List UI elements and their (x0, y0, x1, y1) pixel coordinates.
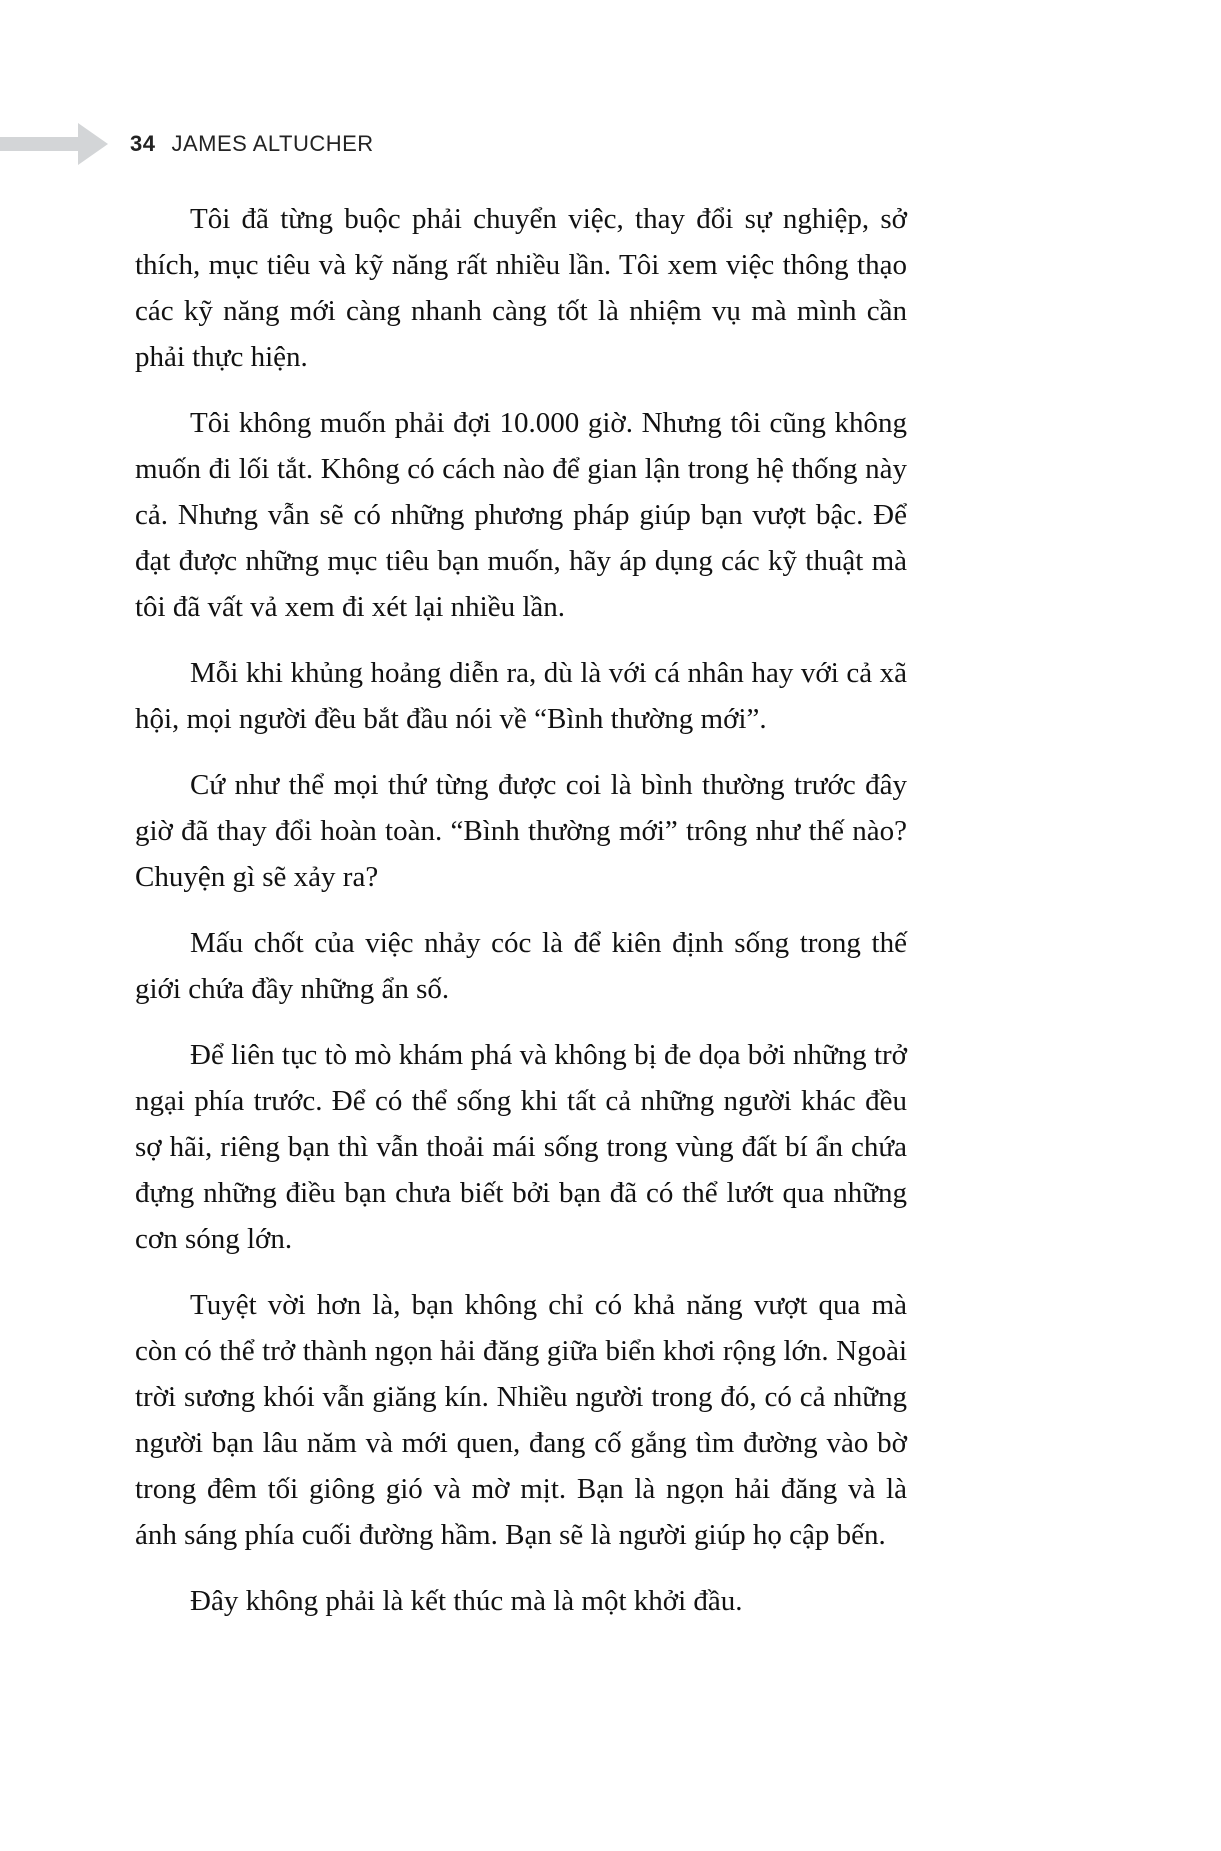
paragraph: Tôi đã từng buộc phải chuyển việc, thay đổi sự nghiệp, sở thích, mục tiêu và kỹ năng rất nhiều lần. Tôi xem việc thông thạo các kỹ năng mới càng nhanh càng tốt là nhiệm vụ mà mình cần phải thực hiện. (135, 203, 907, 373)
running-header (0, 122, 1221, 166)
paragraph: Cứ như thể mọi thứ từng được coi là bình thường trước đây giờ đã thay đổi hoàn toàn. “Bình thường mới” trông như thế nào? Chuyện gì sẽ xảy ra? (135, 769, 907, 893)
paragraph: Đây không phải là kết thúc mà là một khởi đầu. (190, 1585, 743, 1617)
paragraph: Tuyệt vời hơn là, bạn không chỉ có khả năng vượt qua mà còn có thể trở thành ngọn hải đăng giữa biển khơi rộng lớn. Ngoài trời sương khói vẫn giăng kín. Nhiều người trong đó, có cả những người bạn lâu năm và mới quen, đang cố gắng tìm đường vào bờ trong đêm tối giông gió và mờ mịt. Bạn là ngọn hải đăng và là ánh sáng phía cuối đường hầm. Bạn sẽ là người giúp họ cập bến. (135, 1289, 907, 1551)
running-head-title: JAMES ALTUCHER (171, 131, 374, 156)
header-text (130, 131, 374, 157)
paragraph: Tôi không muốn phải đợi 10.000 giờ. Nhưng tôi cũng không muốn đi lối tắt. Không có cách nào để gian lận trong hệ thống này cả. Nhưng vẫn sẽ có những phương pháp giúp bạn vượt bậc. Để đạt được những mục tiêu bạn muốn, hãy áp dụng các kỹ thuật mà tôi đã vất vả xem đi xét lại nhiều lần. (135, 407, 907, 623)
page-number: 34 (130, 131, 156, 156)
paragraph: Để liên tục tò mò khám phá và không bị đe dọa bởi những trở ngại phía trước. Để có thể sống khi tất cả những người khác đều sợ hãi, riêng bạn thì vẫn thoải mái sống trong vùng đất bí ẩn chứa đựng những điều bạn chưa biết bởi bạn đã có thể lướt qua những cơn sóng lớn. (135, 1039, 907, 1255)
body-text (135, 196, 907, 1624)
paragraph: Mấu chốt của việc nhảy cóc là để kiên định sống trong thế giới chứa đầy những ẩn số. (135, 927, 907, 1005)
arrow-right-icon (0, 122, 108, 166)
paragraph: Mỗi khi khủng hoảng diễn ra, dù là với cá nhân hay với cả xã hội, mọi người đều bắt đầu nói về “Bình thường mới”. (135, 657, 907, 735)
